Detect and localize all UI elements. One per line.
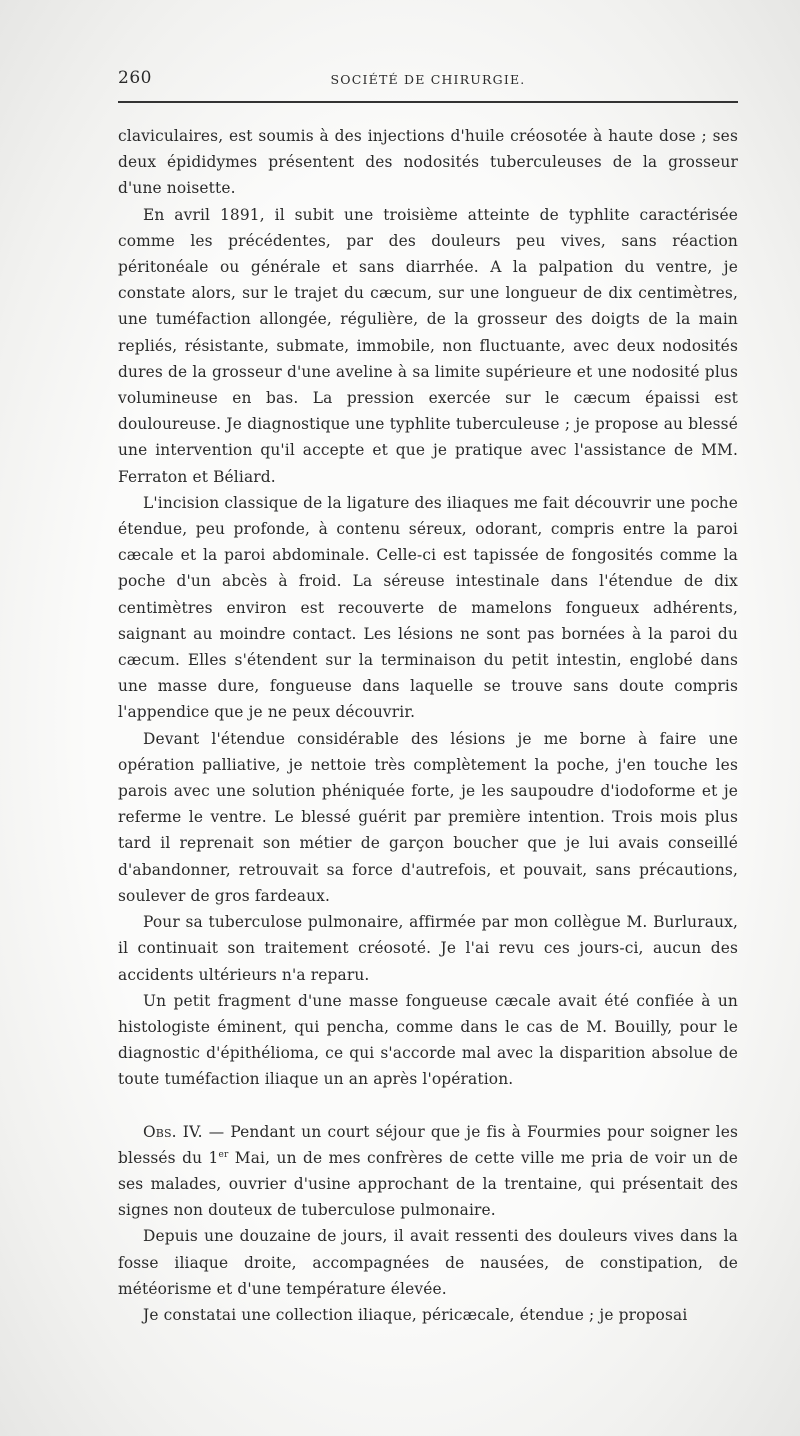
paragraph: L'incision classique de la ligature des iliaques me fait découvrir une poche étendue, peu profonde, à contenu séreux, odorant, compris entre la paroi cæcale et la paroi abdominale. Celle-ci est tapissée de fongosités comme la poche d'un abcès à froid. La séreuse intestinale dans l'étendue de dix centimètres environ est recouverte de mamelons fongueux adhérents, saignant au moindre contact. Les lésions ne sont pas bornées à la paroi du cæcum. Elles s'étendent sur la terminaison du petit intestin, englobé dans une masse dure, fongueuse dans laquelle se trouve sans doute compris l'appendice que je ne peux découvrir. (118, 493, 738, 722)
paragraph: Pour sa tuberculose pulmonaire, affirmée par mon collègue M. Burluraux, il continuait son traitement créosoté. Je l'ai revu ces jours-ci, aucun des accidents ultérieurs n'a reparu. (118, 913, 738, 984)
paragraph: En avril 1891, il subit une troisième atteinte de typhlite caractérisée comme les précédentes, par des douleurs peu vives, sans réaction péritonéale ou générale et sans diarrhée. A la palpation du ventre, je constate alors, sur le trajet du cæcum, sur une longueur de dix centimètres, une tuméfaction allongée, régulière, de la grosseur des doigts de la main repliés, résistante, submate, immobile, non fluctuante, avec deux nodosités dures de la grosseur d'une aveline à sa limite supérieure et une nodosité plus volumineuse en bas. La pression exercée sur le cæcum épaissi est douloureuse. Je diagnostique une typhlite tuberculeuse ; je propose au blessé une intervention qu'il accepte et que je pratique avec l'assistance de MM. Ferraton et Béliard. (118, 205, 738, 486)
observation-text-cont: Mai, un de mes confrères de cette ville me pria de voir un de ses malades, ouvrier d'usine approchant de la trentaine, qui présentait des signes non douteux de tuberculose pulmonaire. (118, 1148, 738, 1220)
paragraph: Devant l'étendue considérable des lésions je me borne à faire une opération palliative, je nettoie très complètement la poche, j'en touche les parois avec une solution phéniquée forte, je les saupoudre d'iodoforme et je referme le ventre. Le blessé guérit par première intention. Trois mois plus tard il reprenait son métier de garçon boucher que je lui avais conseillé d'abandonner, retrouvait sa force d'autrefois, et pouvait, sans précautions, soulever de gros fardeaux. (118, 729, 738, 905)
section-gap (118, 1093, 738, 1119)
paragraph: Je constatai une collection iliaque, péricæcale, étendue ; je proposai (143, 1305, 688, 1324)
running-head (118, 68, 738, 96)
header-rule (118, 101, 738, 103)
observation-text: Pendant un court séjour que je fis à Fourmies pour soigner les blessés du 1 (118, 1122, 738, 1167)
paragraph: claviculaires, est soumis à des injections d'huile créosotée à haute dose ; ses deux épididymes présentent des nodosités tuberculeuses de la grosseur d'une noisette. (118, 127, 738, 198)
superscript: er (218, 1149, 229, 1160)
running-title: SOCIÉTÉ DE CHIRURGIE. (330, 72, 526, 87)
book-page (118, 68, 738, 1328)
page-number: 260 (118, 68, 152, 88)
observation-dash: — (202, 1122, 231, 1141)
observation-paragraph (118, 1119, 738, 1224)
body-text (118, 123, 738, 1328)
paragraph: Depuis une douzaine de jours, il avait ressenti des douleurs vives dans la fosse iliaque droite, accompagnées de nausées, de constipation, de météorisme et d'une température élevée. (118, 1227, 738, 1298)
observation-label: Obs. IV. (143, 1122, 203, 1141)
paragraph: Un petit fragment d'une masse fongueuse cæcale avait été confiée à un histologiste éminent, qui pencha, comme dans le cas de M. Bouilly, pour le diagnostic d'épithélioma, ce qui s'accorde mal avec la disparition absolue de toute tuméfaction iliaque un an après l'opération. (118, 991, 738, 1089)
